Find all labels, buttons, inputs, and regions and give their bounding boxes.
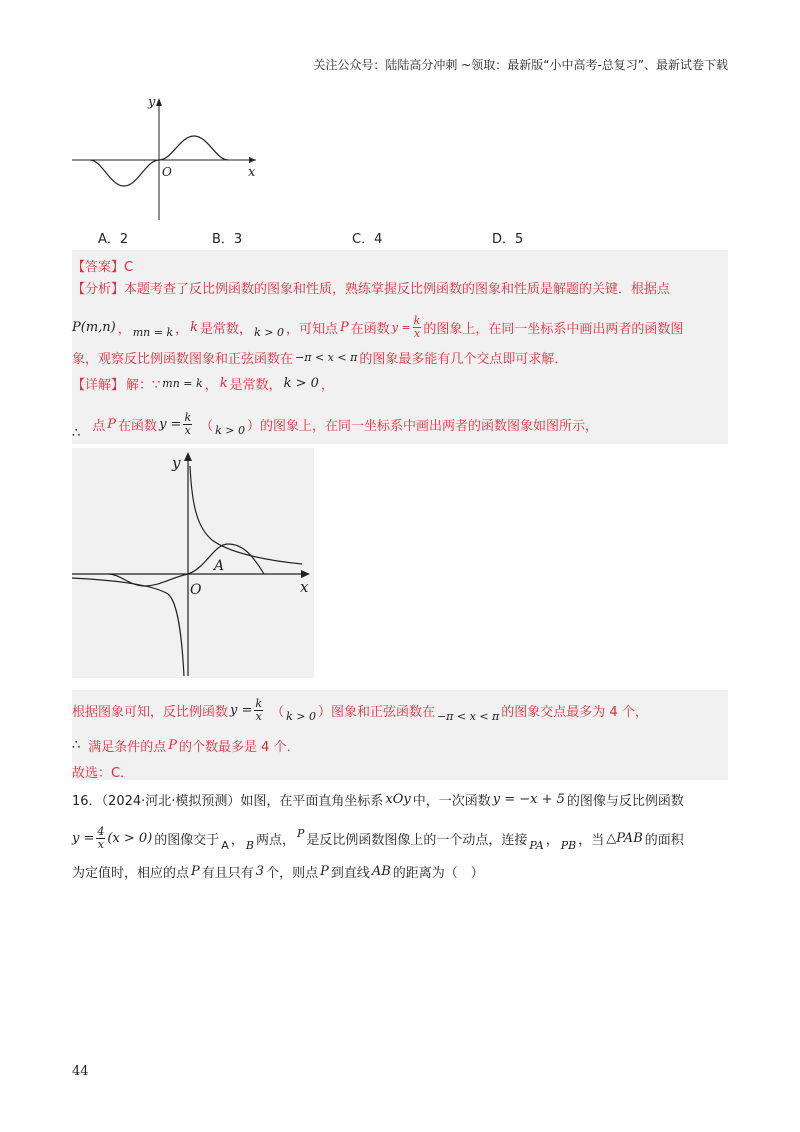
- comma: ，: [117, 321, 131, 337]
- text: ，当: [578, 832, 605, 848]
- fraction-k-over-x: $\frac{k}{x}$: [184, 410, 192, 437]
- analysis-line-1: [72, 278, 670, 297]
- page-number: 44: [72, 1064, 89, 1079]
- text: 是常数，: [229, 378, 282, 393]
- therefore-symbol: ∴: [72, 738, 81, 753]
- answer-options: [0, 228, 800, 246]
- text: 解：∵: [126, 378, 161, 393]
- text: ）图象和正弦函数在: [317, 704, 435, 720]
- text: 在函数: [118, 418, 158, 434]
- text: 16．（2024·河北·模拟预测）如图，在平面直角坐标系: [72, 794, 384, 809]
- range-minus-pi-pi: −π < x < π: [436, 709, 500, 723]
- answer-value: C: [124, 260, 134, 275]
- k-positive: k > 0: [215, 423, 245, 437]
- detail-tag: 【详解】: [72, 378, 125, 393]
- option-b[interactable]: B．3: [212, 232, 243, 247]
- point-p-mn: P(m,n): [72, 319, 116, 335]
- y-equals: y =: [230, 702, 253, 718]
- k-positive: k > 0: [254, 325, 284, 339]
- analysis-text-1: 本题考查了反比例函数的图象和性质，熟练掌握反比例函数的图象和性质是解题的关键．根据点: [124, 282, 671, 297]
- fraction-4-over-x: $\frac{4}{x}$: [97, 824, 105, 851]
- comma: ，: [545, 832, 559, 848]
- fraction-k-over-x: $\frac{k}{x}$: [255, 696, 263, 723]
- text: 个，则点: [266, 866, 319, 881]
- comma: ，: [230, 832, 244, 848]
- b-symbol: B: [245, 838, 254, 852]
- p-symbol: P: [320, 864, 329, 879]
- text: 象，观察反比例函数图象和正弦函数在: [72, 352, 294, 367]
- count-3: 3: [255, 864, 265, 879]
- text: 的图像交于: [154, 832, 220, 848]
- linear-function: y = −x + 5: [492, 792, 565, 807]
- text: 根据图象可知，反比例函数: [72, 704, 229, 720]
- x-axis-label: x: [248, 165, 256, 180]
- y-equals: y =: [72, 830, 95, 846]
- text: 为定值时，相应的点: [72, 866, 190, 881]
- mn-equals-k: mn = k: [162, 377, 203, 390]
- option-c[interactable]: C．4: [352, 232, 383, 247]
- text: 的图象交点最多为 4 个，: [501, 704, 648, 720]
- q16-line-3: [72, 862, 484, 881]
- text: 的图象最多能有几个交点即可求解．: [359, 352, 568, 367]
- origin-label: O: [162, 165, 172, 179]
- text: 有且只有: [201, 866, 254, 881]
- sine-graph: [72, 96, 262, 226]
- analysis-line-3: [72, 348, 567, 367]
- text: ，可知点: [285, 321, 338, 337]
- conclusion-line-2: [72, 736, 300, 755]
- text: 的个数最多是 4 个．: [179, 740, 300, 755]
- line-ab: AB: [371, 864, 391, 879]
- xoy-symbol: xOy: [385, 792, 411, 807]
- k-symbol: k: [219, 376, 228, 391]
- text: 中，一次函数: [412, 794, 491, 809]
- x-axis-label: x: [300, 578, 309, 596]
- p-symbol: P: [107, 416, 117, 432]
- x-positive: (x > 0): [107, 830, 153, 846]
- k-symbol: k: [190, 319, 199, 335]
- text: ）的图象上，在同一坐标系中画出两者的函数图象如图所示，: [247, 418, 599, 434]
- option-d[interactable]: D．5: [492, 232, 524, 247]
- range-minus-pi-pi: −π < x < π: [295, 351, 358, 364]
- p-symbol: P: [339, 319, 349, 335]
- comma: ，: [175, 321, 189, 337]
- text: 的图像与反比例函数: [566, 794, 684, 809]
- detail-line-1: [72, 374, 334, 393]
- answer-tag: 【答案】: [72, 260, 125, 275]
- text: 的距离为（ ）: [392, 866, 484, 881]
- k-positive: k > 0: [286, 709, 316, 723]
- y-equals: y =: [391, 320, 411, 334]
- point-a-label: A: [214, 558, 225, 574]
- fraction-k-over-x: $\frac{k}{x}$: [413, 313, 421, 340]
- therefore-symbol: ∴: [72, 425, 81, 441]
- conclusion-line-3: 故选：C．: [72, 766, 134, 781]
- analysis-line-2: [72, 310, 683, 344]
- q16-line-1: [72, 790, 684, 809]
- origin-label: O: [190, 582, 202, 598]
- text: 到直线: [330, 866, 370, 881]
- text: 两点，: [255, 832, 295, 848]
- k-positive: k > 0: [283, 376, 319, 391]
- text: 的图象上，在同一坐标系中画出两者的函数图: [423, 321, 684, 337]
- text: 点: [92, 418, 106, 434]
- p-symbol: P: [191, 864, 200, 879]
- text: 的面积: [644, 832, 684, 848]
- text: 在函数: [350, 321, 390, 337]
- page-header: 关注公众号：陆陆高分冲刺 ~领取：最新版“小中高考-总复习”、最新试卷下载: [313, 58, 728, 72]
- triangle-pab: △PAB: [606, 830, 643, 846]
- p-symbol: P: [296, 826, 305, 840]
- segment-pa: PA: [529, 838, 544, 852]
- sine-hyperbola-graph: [72, 448, 314, 678]
- analysis-tag: 【分析】: [72, 282, 125, 297]
- paren: （: [200, 418, 214, 434]
- y-axis-label: y: [148, 96, 156, 110]
- detail-line-2: [72, 404, 598, 444]
- q16-line-2: [72, 818, 684, 858]
- a-symbol: A: [221, 838, 229, 852]
- comma: ，: [204, 378, 218, 393]
- mn-equals-k: mn = k: [132, 325, 174, 339]
- text: 满足条件的点: [88, 740, 167, 755]
- y-equals: y =: [159, 416, 182, 432]
- comma: ，: [320, 378, 334, 393]
- segment-pb: PB: [560, 838, 577, 852]
- text: 是反比例函数图像上的一个动点，连接: [306, 832, 528, 848]
- option-a[interactable]: A．2: [98, 232, 129, 247]
- text: 是常数，: [200, 321, 253, 337]
- conclusion-line-1: [72, 690, 648, 730]
- paren: （: [271, 704, 285, 720]
- p-symbol: P: [168, 738, 178, 753]
- y-axis-label: y: [172, 454, 181, 472]
- answer-line: [72, 256, 133, 275]
